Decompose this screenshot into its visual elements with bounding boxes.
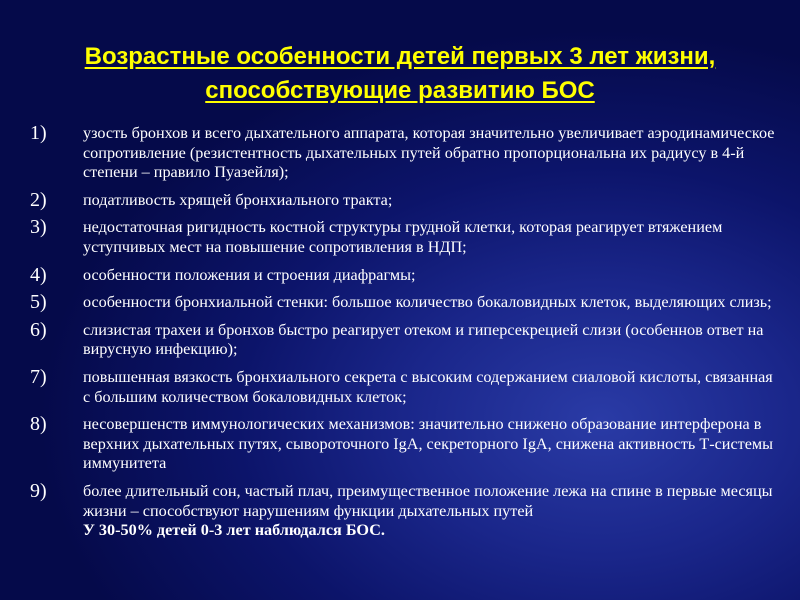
item-number: 4): [30, 263, 47, 286]
item-number: 5): [30, 291, 47, 314]
list-item: [30, 414, 778, 474]
list-item: [30, 265, 778, 286]
list-item: [30, 123, 778, 183]
item-number: 9): [30, 479, 47, 502]
item-emphasis-text: У 30-50% детей 0-3 лет наблюдался БОС.: [83, 521, 385, 540]
list-item: [30, 367, 778, 407]
list-item: [30, 320, 778, 360]
list-item: [30, 481, 778, 541]
item-text: податливость хрящей бронхиального тракта;: [83, 190, 393, 209]
item-number: 3): [30, 216, 47, 239]
features-list: [30, 123, 778, 548]
title-line-1: Возрастные особенности детей первых 3 лет жизни,: [84, 43, 716, 70]
item-text: узость бронхов и всего дыхательного аппарата, которая значительно увеличивает аэродинамическое сопротивление (резистентность дыхательных путей обратно пропорциональна их радиусу в 4-й степени – правило Пуазейля);: [83, 124, 775, 182]
list-item: [30, 292, 778, 313]
item-text-container: [83, 481, 778, 541]
slide-title: [20, 40, 780, 108]
item-text: повышенная вязкость бронхиального секрета с высоким содержанием сиаловой кислоты, связанная с большим количеством бокаловидных клеток;: [83, 367, 773, 406]
item-number: 2): [30, 188, 47, 211]
item-number: 7): [30, 365, 47, 388]
item-text: недостаточная ригидность костной структуры грудной клетки, которая реагирует втяжением уступчивых мест на повышение сопротивления в НДП;: [83, 218, 723, 256]
item-text: особенности положения и строения диафрагмы;: [83, 265, 416, 284]
title-line-2: способствующие развитию БОС: [205, 77, 595, 104]
item-number: 6): [30, 318, 47, 341]
item-text: слизистая трахеи и бронхов быстро реагирует отеком и гиперсекрецией слизи (особеннов ответ на вирусную инфекцию);: [83, 320, 764, 359]
item-text: несовершенств иммунологических механизмов: значительно снижено образование интерферона в верхних дыхательных путях, сывороточного IgA, секреторного IgA, снижена активность Т-системы иммунитета: [83, 415, 774, 473]
item-number: 8): [30, 413, 47, 436]
item-number: 1): [30, 122, 47, 144]
item-text: особенности бронхиальной стенки: большое количество бокаловидных клеток, выделяющих слизь;: [83, 293, 772, 312]
list-item: [30, 190, 778, 211]
list-item: [30, 217, 778, 257]
item-text: более длительный сон, частый плач, преимущественное положение лежа на спине в первые месяцы жизни – способствуют нарушениям функции дыхательных путей: [83, 481, 773, 520]
